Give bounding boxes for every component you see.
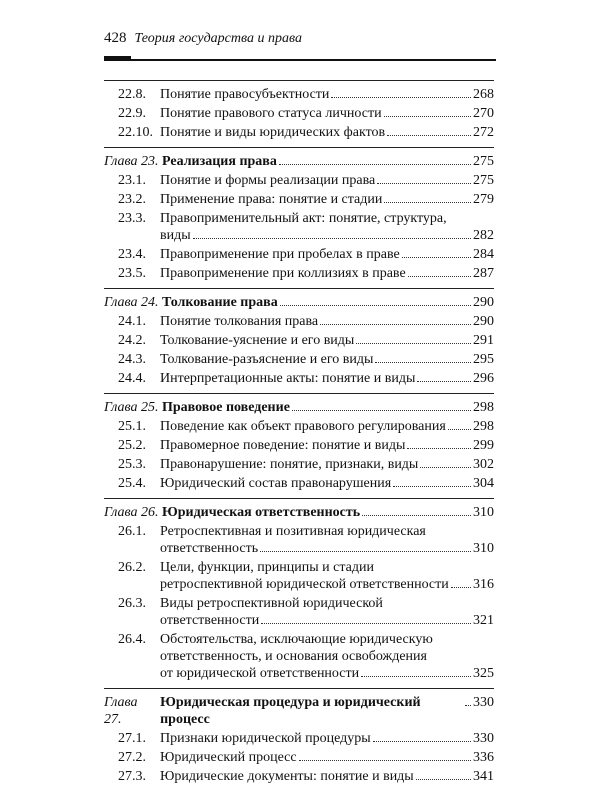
- chapter-text: [104, 694, 494, 728]
- entry-line: [160, 730, 494, 747]
- entry-text: [160, 523, 494, 557]
- chapter-fill: [104, 153, 473, 170]
- entry-page-number: 298: [473, 419, 494, 434]
- dot-leader: [331, 97, 471, 98]
- entry-line: [160, 313, 494, 330]
- toc-section: [104, 153, 494, 282]
- entry-number: 25.3.: [118, 457, 146, 472]
- entry-title: Обстоятельства, исключающие юридическую: [160, 632, 433, 647]
- entry-title: Толкование-уяснение и его виды: [160, 333, 355, 348]
- entry-fill: [160, 456, 473, 473]
- toc-entry: [104, 768, 494, 785]
- entry-page-number: 295: [473, 352, 494, 367]
- entry-fill: [160, 191, 473, 208]
- running-title: Теория государства и права: [134, 31, 302, 46]
- entry-fill: [160, 576, 473, 593]
- entry-fill: [160, 665, 473, 682]
- entry-page-number: 290: [473, 314, 494, 329]
- chapter-heading: [104, 399, 494, 416]
- toc-entry: [104, 210, 494, 244]
- toc-entry: [104, 172, 494, 189]
- entry-text: [160, 768, 494, 785]
- entry-text: [160, 559, 494, 593]
- entry-title: Понятие и формы реализации права: [160, 173, 376, 188]
- entry-line: [160, 523, 494, 540]
- entry-fill: [160, 370, 473, 387]
- dot-leader: [280, 305, 471, 306]
- chapter-label: Глава 24.: [104, 295, 159, 310]
- dot-leader: [279, 164, 471, 165]
- dot-leader: [320, 324, 471, 325]
- dot-leader: [416, 779, 471, 780]
- entry-number: 23.2.: [118, 192, 146, 207]
- entry-line: [160, 576, 494, 593]
- chapter-fill: [104, 294, 473, 311]
- entry-title: Цели, функции, принципы и стадии: [160, 560, 374, 575]
- entry-text: [160, 730, 494, 747]
- entry-fill: [160, 730, 473, 747]
- entry-number: 24.2.: [118, 333, 146, 348]
- entry-page-number: 296: [473, 371, 494, 386]
- toc-entry: [104, 523, 494, 557]
- chapter-title: Юридическая ответственность: [161, 505, 361, 520]
- toc-entry: [104, 437, 494, 454]
- entry-number: 24.3.: [118, 352, 146, 367]
- entry-title: Понятие и виды юридических фактов: [160, 125, 386, 140]
- entry-number: 26.1.: [118, 524, 146, 539]
- toc-section: [104, 86, 494, 141]
- dot-leader: [373, 741, 471, 742]
- dot-leader: [362, 515, 471, 516]
- chapter-text: [104, 153, 494, 170]
- entry-fill: [160, 332, 473, 349]
- toc-entry: [104, 86, 494, 103]
- entry-title: Правоприменительный акт: понятие, структура,: [160, 211, 447, 226]
- dot-leader: [260, 551, 471, 552]
- toc-section: [104, 694, 494, 785]
- dot-leader: [375, 362, 471, 363]
- entry-text: [160, 631, 494, 682]
- entry-title: Понятие правового статуса личности: [160, 106, 382, 121]
- chapter-title: Юридическая процедура и юридический процесс: [160, 695, 421, 727]
- chapter-text: [104, 399, 494, 416]
- entry-title: Виды ретроспективной юридической: [160, 596, 383, 611]
- entry-title: Юридический состав правонарушения: [160, 476, 392, 491]
- entry-title: Юридические документы: понятие и виды: [160, 769, 414, 784]
- chapter-line: [104, 694, 494, 728]
- chapter-title: Толкование права: [161, 295, 278, 310]
- entry-page-number: 325: [473, 666, 494, 681]
- entry-number: 25.2.: [118, 438, 146, 453]
- entry-line: [160, 227, 494, 244]
- dot-leader: [448, 429, 471, 430]
- chapter-line: [104, 294, 494, 311]
- entry-fill: [160, 124, 473, 141]
- section-rule: [104, 288, 494, 289]
- entry-text: [160, 210, 494, 244]
- entry-title: Применение права: понятие и стадии: [160, 192, 383, 207]
- entry-line: [160, 191, 494, 208]
- chapter-line: [104, 399, 494, 416]
- chapter-page-number: 330: [473, 695, 494, 710]
- entry-title: Правонарушение: понятие, признаки, виды: [160, 457, 419, 472]
- toc-section: [104, 399, 494, 492]
- entry-text: [160, 456, 494, 473]
- dot-leader: [384, 116, 471, 117]
- chapter-fill: [104, 694, 473, 728]
- entry-text: [160, 172, 494, 189]
- entry-number: 24.1.: [118, 314, 146, 329]
- chapter-heading: [104, 504, 494, 521]
- entry-page-number: 282: [473, 228, 494, 243]
- entry-number: 23.5.: [118, 266, 146, 281]
- entry-fill: [160, 227, 473, 244]
- entry-text: [160, 418, 494, 435]
- entry-line: [160, 332, 494, 349]
- entry-number: 26.2.: [118, 560, 146, 575]
- entry-number: 24.4.: [118, 371, 146, 386]
- entry-number: 25.1.: [118, 419, 146, 434]
- entry-title: Интерпретационные акты: понятие и виды: [160, 371, 416, 386]
- entry-text: [160, 246, 494, 263]
- chapter-fill: [104, 399, 473, 416]
- entry-page-number: 316: [473, 577, 494, 592]
- entry-number: 23.4.: [118, 247, 146, 262]
- toc-entry: [104, 730, 494, 747]
- dot-leader: [420, 467, 471, 468]
- table-of-contents: [104, 74, 494, 787]
- chapter-heading: [104, 153, 494, 170]
- entry-fill: [160, 265, 473, 282]
- toc-entry: [104, 749, 494, 766]
- entry-text: [160, 370, 494, 387]
- entry-title: Толкование-разъяснение и его виды: [160, 352, 374, 367]
- entry-line: [160, 540, 494, 557]
- entry-fill: [160, 418, 473, 435]
- entry-line: [160, 210, 494, 227]
- entry-title: Понятие толкования права: [160, 314, 319, 329]
- dot-leader: [465, 705, 471, 706]
- entry-text: [160, 105, 494, 122]
- entry-line: [160, 418, 494, 435]
- entry-fill: [160, 172, 473, 189]
- chapter-heading: [104, 694, 494, 728]
- entry-line: [160, 648, 494, 665]
- section-rule: [104, 498, 494, 499]
- entry-title: Ретроспективная и позитивная юридическая: [160, 524, 426, 539]
- entry-title: Правоприменение при пробелах в праве: [160, 247, 400, 262]
- chapter-text: [104, 504, 494, 521]
- entry-page-number: 336: [473, 750, 494, 765]
- entry-number: 26.3.: [118, 596, 146, 611]
- dot-leader: [407, 448, 471, 449]
- entry-fill: [160, 246, 473, 263]
- entry-title: от юридической ответственности: [160, 666, 360, 681]
- chapter-page-number: 298: [473, 400, 494, 415]
- entry-page-number: 299: [473, 438, 494, 453]
- dot-leader: [356, 343, 471, 344]
- entry-line: [160, 749, 494, 766]
- entry-number: 23.1.: [118, 173, 146, 188]
- entry-title: ответственность: [160, 541, 259, 556]
- entry-page-number: 302: [473, 457, 494, 472]
- entry-fill: [160, 86, 473, 103]
- entry-fill: [160, 313, 473, 330]
- dot-leader: [384, 202, 471, 203]
- entry-page-number: 270: [473, 106, 494, 121]
- toc-entry: [104, 246, 494, 263]
- entry-number: 25.4.: [118, 476, 146, 491]
- entry-text: [160, 191, 494, 208]
- chapter-label: Глава 25.: [104, 400, 159, 415]
- entry-line: [160, 246, 494, 263]
- entry-fill: [160, 749, 473, 766]
- entry-page-number: 279: [473, 192, 494, 207]
- header-rule: [104, 59, 496, 61]
- chapter-fill: [104, 504, 473, 521]
- section-rule: [104, 80, 494, 81]
- dot-leader: [417, 381, 471, 382]
- page-number: 428: [104, 30, 127, 46]
- entry-line: [160, 559, 494, 576]
- entry-line: [160, 595, 494, 612]
- toc-entry: [104, 191, 494, 208]
- entry-number: 22.8.: [118, 87, 146, 102]
- toc-section: [104, 294, 494, 387]
- entry-title: виды: [160, 228, 191, 243]
- chapter-line: [104, 153, 494, 170]
- entry-number: 22.10.: [118, 125, 153, 140]
- toc-entry: [104, 559, 494, 593]
- entry-text: [160, 595, 494, 629]
- dot-leader: [361, 676, 471, 677]
- entry-title: ретроспективной юридической ответственности: [160, 577, 449, 592]
- page-header: [104, 30, 496, 47]
- section-rule: [104, 393, 494, 394]
- entry-page-number: 272: [473, 125, 494, 140]
- chapter-heading: [104, 294, 494, 311]
- entry-title: Правомерное поведение: понятие и виды: [160, 438, 406, 453]
- entry-page-number: 284: [473, 247, 494, 262]
- dot-leader: [402, 257, 471, 258]
- entry-line: [160, 370, 494, 387]
- dot-leader: [393, 486, 471, 487]
- entry-text: [160, 351, 494, 368]
- entry-line: [160, 665, 494, 682]
- chapter-label: Глава 26.: [104, 505, 159, 520]
- dot-leader: [451, 587, 471, 588]
- entry-title: Правоприменение при коллизиях в праве: [160, 266, 406, 281]
- dot-leader: [193, 238, 471, 239]
- header-row: [104, 30, 496, 47]
- toc-entry: [104, 595, 494, 629]
- chapter-text: [104, 294, 494, 311]
- toc-entry: [104, 475, 494, 492]
- entry-line: [160, 351, 494, 368]
- chapter-page-number: 275: [473, 154, 494, 169]
- entry-line: [160, 456, 494, 473]
- toc-entry: [104, 456, 494, 473]
- entry-page-number: 341: [473, 769, 494, 784]
- entry-number: 27.1.: [118, 731, 146, 746]
- entry-fill: [160, 105, 473, 122]
- entry-fill: [160, 612, 473, 629]
- dot-leader: [377, 183, 471, 184]
- dot-leader: [261, 623, 471, 624]
- entry-fill: [160, 351, 473, 368]
- entry-title: ответственность, и основания освобождения: [160, 649, 427, 664]
- toc-entry: [104, 351, 494, 368]
- toc-section: [104, 504, 494, 682]
- chapter-title: Реализация права: [161, 154, 277, 169]
- entry-title: Юридический процесс: [160, 750, 297, 765]
- entry-line: [160, 475, 494, 492]
- toc-entry: [104, 370, 494, 387]
- toc-entry: [104, 418, 494, 435]
- toc-entry: [104, 265, 494, 282]
- entry-line: [160, 172, 494, 189]
- chapter-label: Глава 23.: [104, 154, 159, 169]
- dot-leader: [292, 410, 471, 411]
- toc-entry: [104, 124, 494, 141]
- entry-text: [160, 475, 494, 492]
- entry-line: [160, 631, 494, 648]
- entry-line: [160, 768, 494, 785]
- toc-entry: [104, 313, 494, 330]
- entry-fill: [160, 768, 473, 785]
- chapter-page-number: 290: [473, 295, 494, 310]
- entry-page-number: 310: [473, 541, 494, 556]
- entry-text: [160, 265, 494, 282]
- entry-page-number: 287: [473, 266, 494, 281]
- chapter-label: Глава 27.: [104, 695, 138, 727]
- toc-entry: [104, 631, 494, 682]
- entry-number: 22.9.: [118, 106, 146, 121]
- entry-line: [160, 265, 494, 282]
- entry-title: Понятие правосубъектности: [160, 87, 330, 102]
- chapter-line: [104, 504, 494, 521]
- entry-text: [160, 124, 494, 141]
- section-rule: [104, 147, 494, 148]
- entry-line: [160, 105, 494, 122]
- entry-title: Признаки юридической процедуры: [160, 731, 371, 746]
- entry-text: [160, 437, 494, 454]
- entry-text: [160, 332, 494, 349]
- chapter-page-number: 310: [473, 505, 494, 520]
- entry-page-number: 268: [473, 87, 494, 102]
- entry-page-number: 321: [473, 613, 494, 628]
- toc-entry: [104, 105, 494, 122]
- entry-fill: [160, 437, 473, 454]
- entry-text: [160, 86, 494, 103]
- entry-number: 23.3.: [118, 211, 146, 226]
- chapter-title: Правовое поведение: [161, 400, 290, 415]
- dot-leader: [299, 760, 471, 761]
- entry-line: [160, 437, 494, 454]
- section-rule: [104, 688, 494, 689]
- dot-leader: [387, 135, 471, 136]
- entry-text: [160, 749, 494, 766]
- entry-number: 26.4.: [118, 632, 146, 647]
- entry-number: 27.2.: [118, 750, 146, 765]
- entry-title: Поведение как объект правового регулирования: [160, 419, 446, 434]
- entry-line: [160, 124, 494, 141]
- entry-line: [160, 612, 494, 629]
- entry-text: [160, 313, 494, 330]
- entry-page-number: 275: [473, 173, 494, 188]
- entry-fill: [160, 475, 473, 492]
- entry-title: ответственности: [160, 613, 260, 628]
- entry-page-number: 291: [473, 333, 494, 348]
- dot-leader: [408, 276, 471, 277]
- toc-entry: [104, 332, 494, 349]
- entry-number: 27.3.: [118, 769, 146, 784]
- entry-page-number: 304: [473, 476, 494, 491]
- entry-page-number: 330: [473, 731, 494, 746]
- entry-fill: [160, 540, 473, 557]
- entry-line: [160, 86, 494, 103]
